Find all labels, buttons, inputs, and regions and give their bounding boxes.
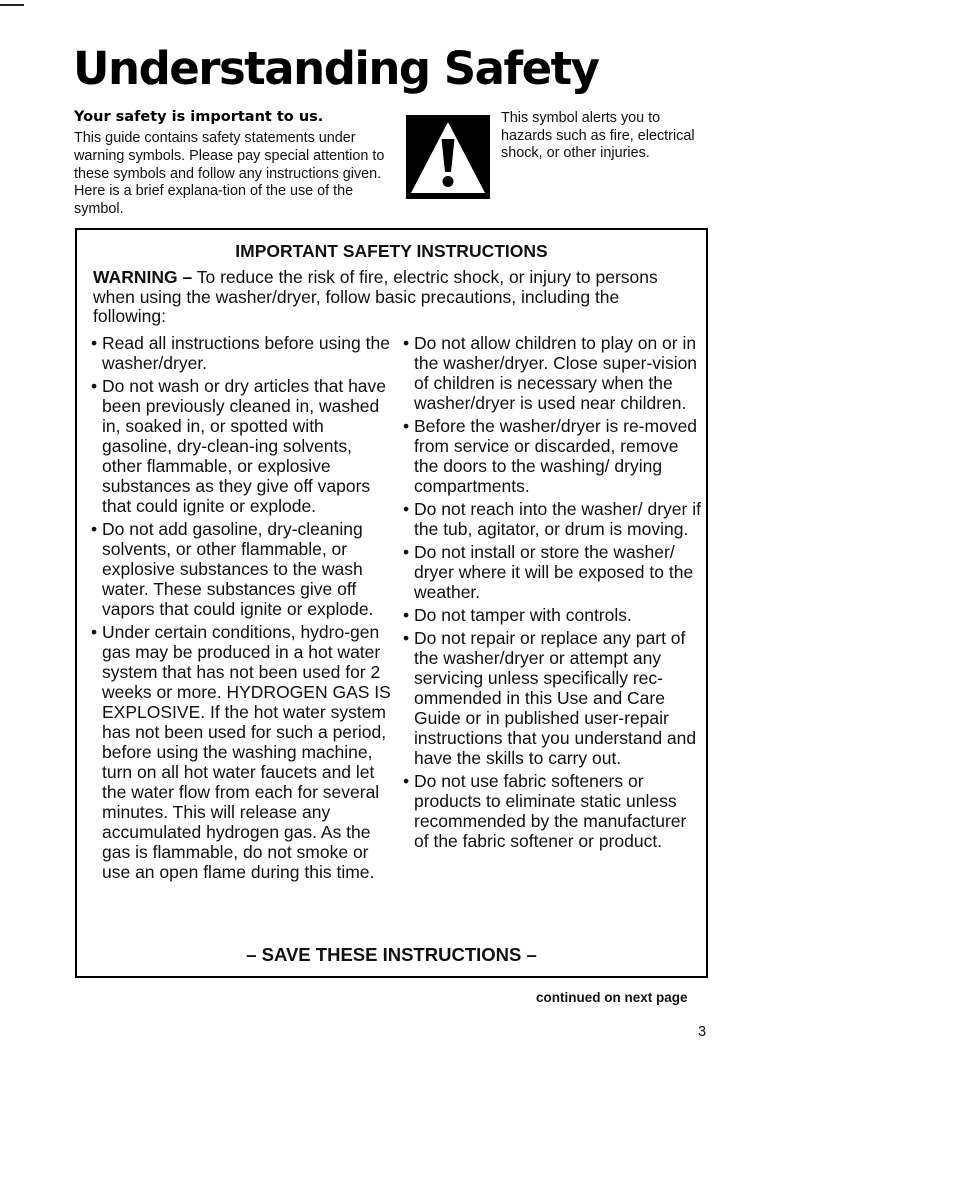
scan-mark xyxy=(0,4,24,6)
list-item: • Do not allow children to play on or in the washer/dryer. Close super-vision of children is necessary when the washer/dryer is used near children. xyxy=(403,333,703,413)
intro-heading: Your safety is important to us. xyxy=(74,109,324,125)
warning-text: To reduce the risk of fire, electric shock, or injury to persons when using the washer/dryer, follow basic precautions, including the following: xyxy=(93,267,658,326)
list-item: • Read all instructions before using the washer/dryer. xyxy=(91,333,391,373)
list-item: • Do not reach into the washer/ dryer if the tub, agitator, or drum is moving. xyxy=(403,499,703,539)
safety-instructions-box xyxy=(75,228,708,978)
intro-body: This guide contains safety statements under warning symbols. Please pay special attention to these symbols and follow any instructions given. Here is a brief explana-tion of the use of the symbol. xyxy=(74,130,385,217)
list-item: • Do not tamper with controls. xyxy=(403,605,703,625)
list-item: • Do not repair or replace any part of the washer/dryer or attempt any servicing unless specifically rec-ommended in this Use and Care Guide or in published user-repair instructions that you understand and have the skills to carry out. xyxy=(403,628,703,768)
list-item: • Under certain conditions, hydro-gen gas may be produced in a hot water system that has not been used for 2 weeks or more. HYDROGEN GAS IS EXPLOSIVE. If the hot water system has not been used for such a period, before using the washing machine, turn on all hot water faucets and let the water flow from each for several minutes. This will release any accumulated hydrogen gas. As the gas is flammable, do not smoke or use an open flame during this time. xyxy=(91,622,391,882)
save-instructions-label: – SAVE THESE INSTRUCTIONS – xyxy=(246,944,537,965)
page-number: 3 xyxy=(698,1024,707,1040)
symbol-description: This symbol alerts you to hazards such as fire, electrical shock, or other injuries. xyxy=(501,110,695,162)
warning-paragraph xyxy=(93,268,693,327)
list-item: • Do not install or store the washer/ dryer where it will be exposed to the weather. xyxy=(403,542,703,602)
left-instruction-list xyxy=(91,333,391,885)
list-item: • Do not add gasoline, dry-cleaning solvents, or other flammable, or explosive substances to the wash water. These substances give off vapors that could ignite or explode. xyxy=(91,519,391,619)
box-heading: IMPORTANT SAFETY INSTRUCTIONS xyxy=(235,241,548,261)
intro-section xyxy=(74,109,394,218)
continued-note: continued on next page xyxy=(536,990,688,1005)
list-item: • Do not use fabric softeners or products to eliminate static unless recommended by the manufacturer of the fabric softener or product. xyxy=(403,771,703,851)
list-item: • Do not wash or dry articles that have been previously cleaned in, washed in, soaked in, or spotted with gasoline, dry-clean-ing solvents, other flammable, or explosive substances as they give off vapors that could ignite or explode. xyxy=(91,376,391,516)
page-title: Understanding Safety xyxy=(73,42,599,95)
right-instruction-list xyxy=(403,333,703,854)
list-item: • Before the washer/dryer is re-moved from service or discarded, remove the doors to the washing/ drying compartments. xyxy=(403,416,703,496)
warning-triangle-icon xyxy=(406,115,490,199)
warning-label: WARNING – xyxy=(93,267,193,287)
